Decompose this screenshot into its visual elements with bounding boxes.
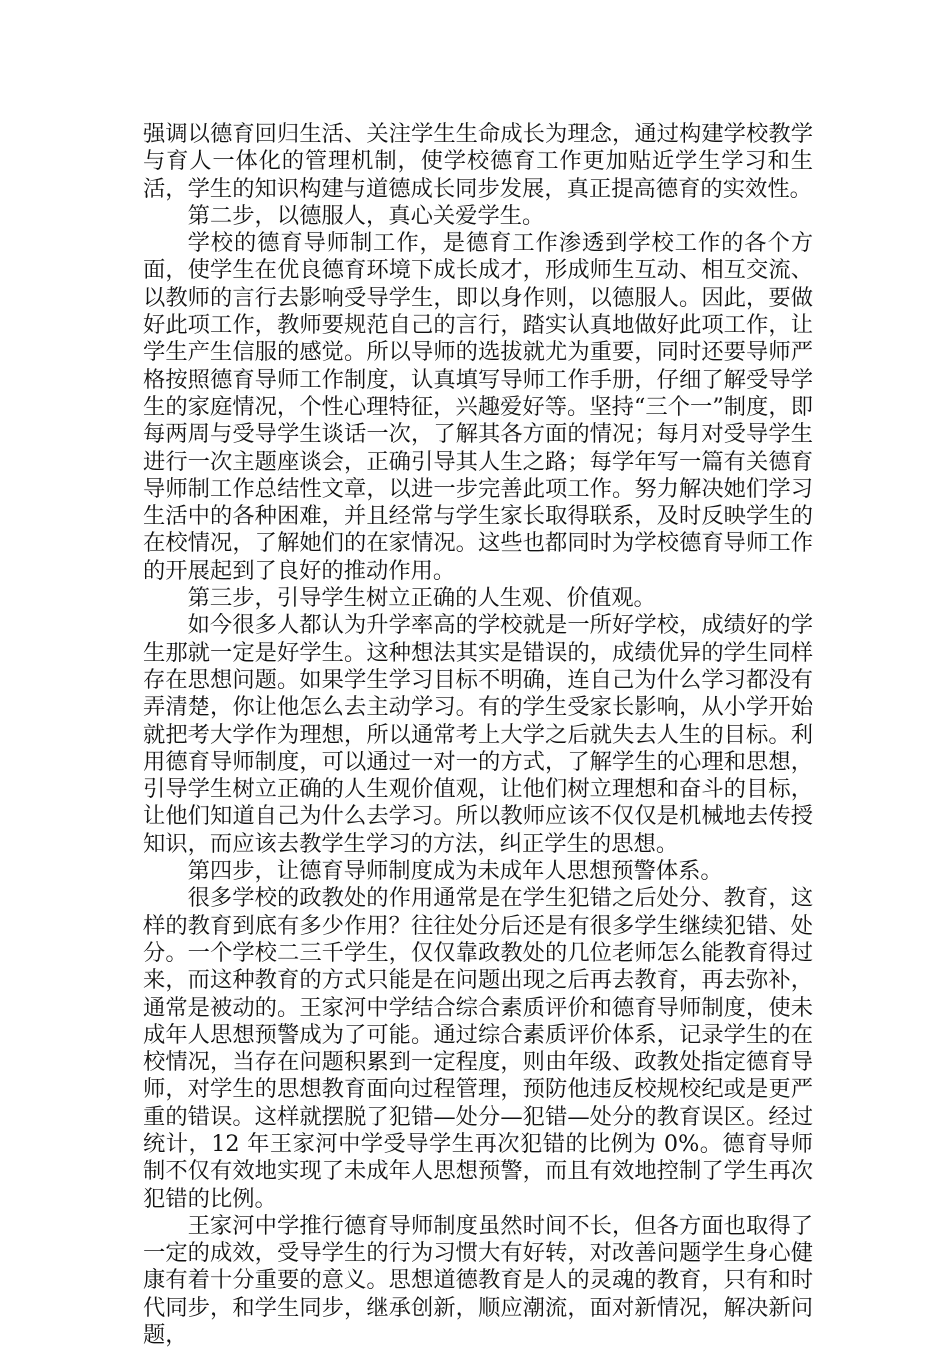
body-text (143, 121, 813, 1349)
paragraph-step-two: 学校的德育导师制工作，是德育工作渗透到学校工作的各个方面，使学生在优良德育环境下成长成才，形成师生互动、相互交流、以教师的言行去影响受导学生，即以身作则，以德服人。因此，要做好此项工作，教师要规范自己的言行，踏实认真地做好此项工作，让学生产生信服的感觉。所以导师的选拔就尤为重要，同时还要导师严格按照德育导师工作制度，认真填写导师工作手册，仔细了解受导学生的家庭情况，个性心理特征，兴趣爱好等。坚持“三个一”制度，即每两周与受导学生谈话一次，了解其各方面的情况；每月对受导学生进行一次主题座谈会，正确引导其人生之路；每学年写一篇有关德育导师制工作总结性文章，以进一步完善此项工作。努力解决她们学习生活中的各种困难，并且经常与学生家长取得联系，及时反映学生的在校情况，了解她们的在家情况。这些也都同时为学校德育导师工作的开展起到了良好的推动作用。 (143, 230, 813, 584)
paragraph-conclusion: 王家河中学推行德育导师制度虽然时间不长，但各方面也取得了一定的成效，受导学生的行为习惯大有好转，对改善问题学生身心健康有着十分重要的意义。思想道德教育是人的灵魂的教育，只有和时代同步，和学生同步，继承创新，顺应潮流，面对新情况，解决新问题， (143, 1212, 813, 1349)
paragraph-continuation: 强调以德育回归生活、关注学生生命成长为理念，通过构建学校教学与育人一体化的管理机制，使学校德育工作更加贴近学生学习和生活，学生的知识构建与道德成长同步发展，真正提高德育的实效性。 (143, 121, 813, 202)
paragraph-step-four: 很多学校的政教处的作用通常是在学生犯错之后处分、教育，这样的教育到底有多少作用？往往处分后还是有很多学生继续犯错、处分。一个学校二三千学生，仅仅靠政教处的几位老师怎么能教育得过来，而这种教育的方式只能是在问题出现之后再去教育，再去弥补，通常是被动的。王家河中学结合综合素质评价和德育导师制度，使未成年人思想预警成为了可能。通过综合素质评价体系，记录学生的在校情况，当存在问题积累到一定程度，则由年级、政教处指定德育导师，对学生的思想教育面向过程管理，预防他违反校规校纪或是更严重的错误。这样就摆脱了犯错—处分—犯错—处分的教育误区。经过统计，12 年王家河中学受导学生再次犯错的比例为 0%。德育导师制不仅有效地实现了未成年人思想预警，而且有效地控制了学生再次犯错的比例。 (143, 885, 813, 1212)
heading-step-two: 第二步，以德服人，真心关爱学生。 (187, 202, 545, 229)
heading-step-three: 第三步，引导学生树立正确的人生观、价值观。 (187, 585, 656, 612)
paragraph-step-three: 如今很多人都认为升学率高的学校就是一所好学校，成绩好的学生那就一定是好学生。这种想法其实是错误的，成绩优异的学生同样存在思想问题。如果学生学习目标不明确，连自己为什么学习都没有弄清楚，你让他怎么去主动学习。有的学生受家长影响，从小学开始就把考大学作为理想，所以通常考上大学之后就失去人生的目标。利用德育导师制度，可以通过一对一的方式，了解学生的心理和思想，引导学生树立正确的人生观价值观，让他们树立理想和奋斗的目标，让他们知道自己为什么去学习。所以教师应该不仅仅是机械地去传授知识，而应该去教学生学习的方法，纠正学生的思想。 (143, 612, 813, 857)
heading-step-four: 第四步，让德育导师制度成为未成年人思想预警体系。 (187, 858, 723, 885)
